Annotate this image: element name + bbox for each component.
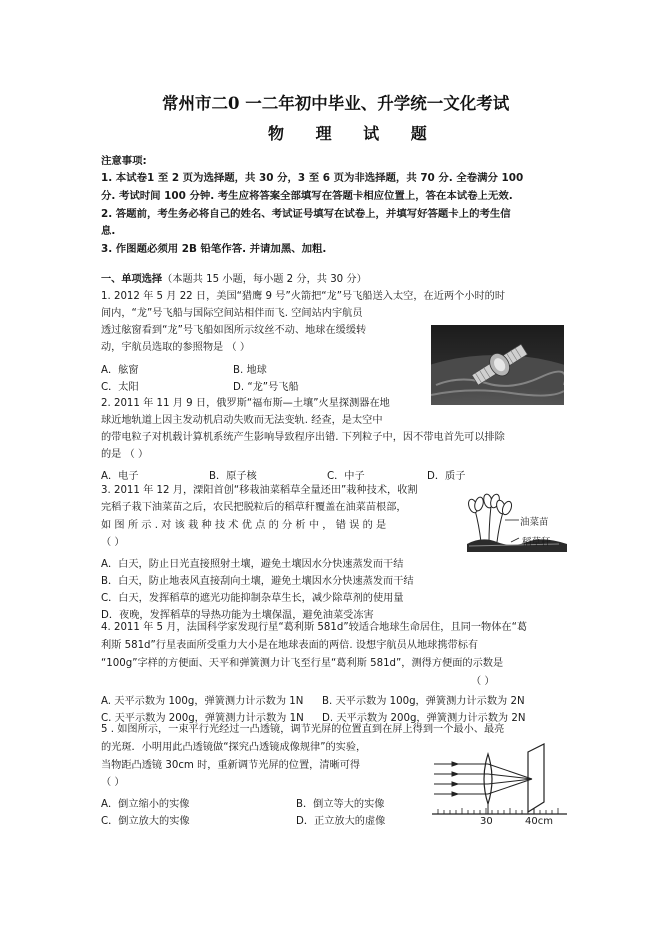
question-line: 的带电粒子对机载计算机系统产生影响导致程序出错. 下列粒子中，因不带电首先可以排除 [101, 432, 505, 443]
option-d: D．夜晚，发挥稻草的导热功能为土壤保温，避免油菜受冻害 [101, 610, 374, 621]
question-line: 利斯 581d”行星表面所受重力大小是在地球表面的两倍. 设想宇航员从地球携带标有 [101, 640, 479, 651]
question-line: （ ） [101, 537, 125, 548]
option-a: A．舷窗 [101, 365, 139, 376]
exam-subtitle: 物 理 试 题 [268, 124, 440, 143]
ruler-label-40cm: 40cm [525, 816, 553, 827]
question-line: 2. 2011 年 11 月 9 日，俄罗斯“福布斯—土壤”火星探测器在地 [101, 398, 390, 409]
option-a: A．倒立缩小的实像 [101, 799, 190, 810]
option-d: D. 天平示数为 200g，弹簧测力计示数为 2N [322, 713, 526, 724]
notice-line: 3. 作图题必须用 2B 铅笔作答. 并请加黑、加粗. [101, 243, 327, 255]
question-line: 3. 2011 年 12 月，溧阳首创“移栽油菜稻草全量还田”栽种技术，收割 [101, 485, 418, 496]
option-d: D. “龙”号飞船 [233, 382, 299, 393]
section-title: 一、单项选择 [101, 274, 163, 285]
option-c: C．中子 [327, 471, 365, 482]
question-line: 的是 （ ） [101, 449, 149, 460]
option-b: B. 天平示数为 100g，弹簧测力计示数为 2N [322, 696, 525, 707]
question-line: 完稻子栽下油菜苗之后，农民把脱粒后的稻草秆覆盖在油菜苗根部， [101, 502, 407, 513]
option-a: A．白天，防止日光直接照射土壤，避免土壤因水分快速蒸发而干结 [101, 559, 404, 570]
lens-figure [432, 742, 567, 832]
question-line: 如 图 所 示 . 对 该 栽 种 技 术 优 点 的 分 析 中 ， 错 误 的 是 [101, 520, 387, 531]
section-note: （本题共 15 小题，每小题 2 分，共 30 分） [162, 274, 367, 285]
spacecraft-photo [431, 325, 564, 405]
exam-title: 常州市二0 一二年初中毕业、升学统一文化考试 [162, 94, 510, 113]
notice-line: 2. 答题前，考生务必将自己的姓名、考试证号填写在试卷上，并填写好答题卡上的考生信 [101, 208, 511, 220]
notice-line: 1. 本试卷1 至 2 页为选择题，共 30 分，3 至 6 页为非选择题，共 70 分. 全卷满分 100 [101, 172, 524, 184]
option-a: A．电子 [101, 471, 139, 482]
option-c: C．倒立放大的实像 [101, 816, 190, 827]
question-line: 动，宇航员选取的参照物是 （ ） [101, 342, 251, 353]
notice-line: 息. [101, 225, 116, 237]
question-line: 当物距凸透镜 30cm 时，重新调节光屏的位置，清晰可得 [101, 760, 361, 771]
option-b: B. 地球 [233, 365, 267, 376]
option-a: A. 天平示数为 100g，弹簧测力计示数为 1N [101, 696, 304, 707]
straw-label: 稻草秆 [522, 537, 551, 548]
question-line: 5 . 如图所示，一束平行光经过一凸透镜，调节光屏的位置直到在屏上得到一个最小、最亮 [101, 724, 505, 735]
option-b: B．白天，防止地表风直接刮向土壤，避免土壤因水分快速蒸发而干结 [101, 576, 414, 587]
option-c: C．白天，发挥稻草的遮光功能抑制杂草生长，减少除草剂的使用量 [101, 593, 404, 604]
option-b: B．倒立等大的实像 [296, 799, 385, 810]
notice-heading: 注意事项: [101, 155, 147, 167]
question-line: 间内，“龙”号飞船与国际空间站相伴而飞. 空间站内宇航员 [101, 308, 363, 319]
question-line: “100g”字样的方便面、天平和弹簧测力计飞至行星“葛利斯 581d”，测得方便面的示数是 [101, 658, 504, 669]
seedling-label: 油菜苗 [520, 517, 549, 528]
option-b: B．原子核 [209, 471, 257, 482]
notice-line: 分. 考试时间 100 分钟. 考生应将答案全部填写在答题卡相应位置上，答在本试卷上无效. [101, 190, 513, 202]
answer-bracket: （ ） [471, 676, 495, 687]
question-line: （ ） [101, 777, 125, 788]
question-line: 1. 2012 年 5 月 22 日，美国“猎鹰 9 号”火箭把“龙”号飞船送入太空，在近两个小时的时 [101, 291, 506, 302]
question-line: 4. 2011 年 5 月，法国科学家发现行星“葛利斯 581d”较适合地球生命居住，且同一物体在“葛 [101, 622, 528, 633]
question-line: 透过舷窗看到“龙”号飞船如图所示纹丝不动、地球在缓缓转 [101, 325, 367, 336]
option-c: C. 天平示数为 200g，弹簧测力计示数为 1N [101, 713, 304, 724]
option-d: D．正立放大的虚像 [296, 816, 386, 827]
question-line: 的光斑．小明用此凸透镜做“探究凸透镜成像规律”的实验， [101, 742, 367, 753]
ruler-label-30: 30 [480, 816, 493, 827]
option-c: C．太阳 [101, 382, 139, 393]
seedling-figure [467, 490, 567, 557]
option-d: D．质子 [427, 471, 466, 482]
question-line: 球近地轨道上因主发动机启动失败而无法变轨. 经查，是太空中 [101, 415, 383, 426]
